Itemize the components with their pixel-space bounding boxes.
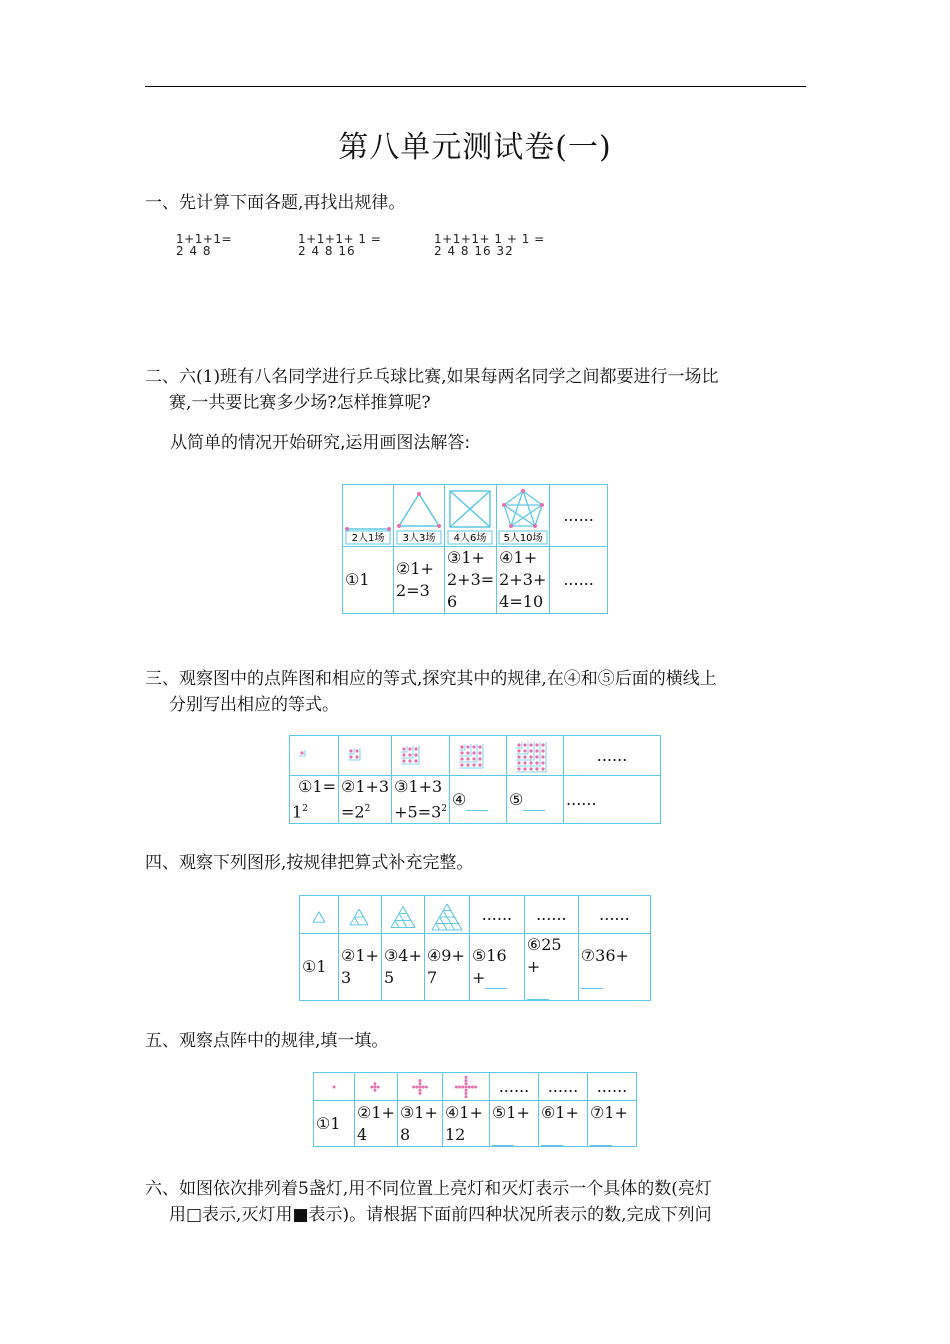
dot [464, 1085, 467, 1088]
q3-r2-c2-base: =2 [341, 802, 365, 822]
q1-expr-2-dens: 2 4 8 16 [298, 244, 356, 258]
q5-ellipsis-3: ...... [587, 1073, 636, 1101]
q3-r2-c4 [450, 776, 507, 824]
q2-r2-c3-l2: 2+3= [447, 570, 495, 589]
q3-r2-c1 [290, 776, 339, 824]
dot [422, 1085, 425, 1088]
q3-fig-5 [507, 736, 564, 776]
q5-r2-c2-l2: 4 [357, 1124, 368, 1144]
dot [529, 755, 532, 758]
q2-text [145, 364, 718, 416]
dot [464, 1082, 467, 1085]
q2-r2-c5: ...... [550, 547, 608, 614]
q5-ellipsis-2: ...... [538, 1073, 587, 1101]
q2-cap-4: 5人10场 [503, 532, 543, 544]
dot [374, 1082, 377, 1085]
dot [529, 761, 532, 764]
q4-fig-4 [424, 896, 469, 934]
dot [409, 759, 412, 762]
q2-r2-c3-l1: ③1+ [447, 548, 485, 567]
q1-text: 一、先计算下面各题,再找出规律。 [145, 193, 406, 213]
q5-ellipsis-1: ...... [489, 1073, 538, 1101]
q2-fig-2 [343, 485, 394, 547]
q2-cap-1: 2人1场 [351, 532, 385, 544]
q4-r2-c3 [381, 934, 424, 1001]
q5-fig-3 [397, 1073, 442, 1101]
q4-ellipsis-3: ...... [578, 896, 650, 934]
q5-answer-blank-6[interactable] [541, 1127, 563, 1146]
q3-r2-c1-base: 1 [292, 802, 303, 822]
dot [472, 745, 475, 748]
dot [523, 749, 526, 752]
q5-answer-blank-7[interactable] [590, 1127, 612, 1146]
dot [472, 757, 475, 760]
dot [472, 751, 475, 754]
dot [415, 1085, 418, 1088]
q4-r2-c4-l2: 7 [426, 968, 438, 987]
dot [461, 1085, 464, 1088]
q1-expr-3-dens: 2 4 8 16 32 [434, 244, 514, 258]
q1-expr-2 [298, 232, 381, 258]
dot [517, 761, 520, 764]
q5-r2-c3-l2: 8 [399, 1124, 411, 1144]
q5-r2-c5 [489, 1101, 538, 1147]
q1-expr-3-nums: 1+1+1+ 1 + 1 = [434, 232, 545, 246]
q5-r2-c3-l1: ③1+ [399, 1102, 438, 1122]
q4-table [299, 895, 651, 1001]
dot [403, 747, 406, 750]
grid-line [436, 923, 440, 930]
q5-r2-c7 [587, 1101, 636, 1147]
dot [403, 753, 406, 756]
q3-table [289, 735, 661, 824]
q4-r2-c4 [424, 934, 469, 1001]
dot [474, 1085, 477, 1088]
q5-fig-2 [355, 1073, 398, 1101]
dot [464, 1088, 467, 1091]
dot [478, 757, 481, 760]
q3-r2-c3-exp: 2 [441, 804, 448, 814]
dot [517, 749, 520, 752]
q3-r2-c3 [392, 776, 450, 824]
dot [466, 757, 469, 760]
dot [349, 749, 352, 752]
q5-fig-1 [314, 1073, 355, 1101]
dot [355, 755, 358, 758]
q3-r2-c3-l1: ③1+3 [394, 777, 443, 796]
q4-r2-c6 [524, 934, 578, 1001]
q3-answer-blank-4[interactable] [466, 792, 488, 811]
dot [300, 751, 303, 754]
dot [523, 743, 526, 746]
dot [466, 751, 469, 754]
dot [409, 753, 412, 756]
dot [374, 1088, 377, 1091]
q1-expr-1-dens: 2 4 8 [176, 244, 212, 258]
dot [478, 745, 481, 748]
q3-r2-c5-label: ⑤ [509, 789, 524, 809]
dot [529, 767, 532, 770]
q2-r2-c2-l2: 2=3 [396, 581, 430, 600]
q5-r2-c3 [397, 1101, 442, 1147]
q4-r2-c5-l2: + [471, 968, 486, 987]
dot [412, 1085, 415, 1088]
dot [478, 751, 481, 754]
dot [464, 1079, 467, 1082]
dot [523, 755, 526, 758]
dot [541, 749, 544, 752]
dot [418, 1091, 421, 1094]
q5-r2-c6 [538, 1101, 587, 1147]
q3-r2-c2-exp: 2 [364, 804, 371, 814]
dot [460, 751, 463, 754]
dot [377, 1085, 380, 1088]
q1-expr-1-nums: 1+1+1= [176, 232, 233, 246]
q4-ellipsis-1: ...... [469, 896, 524, 934]
dot [523, 761, 526, 764]
q4-r2-c2-l1: ②1+ [341, 946, 379, 965]
dot [458, 1085, 461, 1088]
q4-answer-blank-6[interactable] [527, 981, 549, 1000]
q2-r2-c1-text: ①1 [345, 570, 370, 589]
q4-r2-c5-l1: ⑤16 [471, 946, 507, 965]
q5-r2-c2-l1: ②1+ [357, 1102, 395, 1122]
dot [535, 755, 538, 758]
q5-fig-4 [442, 1073, 489, 1101]
q5-r2-c4 [442, 1101, 489, 1147]
q5-answer-blank-5[interactable] [492, 1127, 514, 1146]
dot [374, 1085, 377, 1088]
q2-r2-c4-l2: 2+3+ [499, 570, 547, 589]
q3-fig-1 [290, 736, 339, 776]
dot [349, 755, 352, 758]
q3-r2-c5 [507, 776, 564, 824]
dot [541, 743, 544, 746]
dot [418, 1082, 421, 1085]
dot [455, 1085, 458, 1088]
dot [541, 761, 544, 764]
grid-line [395, 920, 399, 927]
dot [529, 749, 532, 752]
dot [535, 761, 538, 764]
dot [541, 755, 544, 758]
dot [529, 743, 532, 746]
q1-expr-1 [176, 232, 232, 258]
grid-line [359, 917, 368, 925]
q3-r2-c1-exp: 2 [302, 804, 308, 814]
q6-text [145, 1176, 712, 1228]
dot [460, 763, 463, 766]
q6-line1: 六、如图依次排列着5盏灯,用不同位置上亮灯和灭灯表示一个具体的数(亮灯 [145, 1179, 712, 1199]
dot [541, 767, 544, 770]
q2-fig-5 [497, 485, 550, 547]
q3-text [145, 666, 717, 718]
dot [418, 1079, 421, 1082]
page-title: 第八单元测试卷(一) [338, 130, 612, 165]
q2-cap-3: 4人6场 [453, 532, 487, 544]
dot [415, 747, 418, 750]
dot [409, 747, 412, 750]
dot [468, 1085, 471, 1088]
dot [415, 759, 418, 762]
q3-r2-c3-base: +5=3 [394, 802, 442, 822]
dot [370, 1085, 373, 1088]
dot [333, 1085, 336, 1088]
q2-line2: 赛,一共要比赛多少场?怎样推算呢? [169, 393, 431, 413]
grid-line [319, 911, 325, 921]
q4-text: 四、观察下列图形,按规律把算式补充完整。 [145, 853, 474, 873]
q4-r2-c6-l2: + [526, 957, 541, 976]
q6-line2: 用□表示,灭灯用■表示)。请根据下面前四种状况所表示的数,完成下列问 [169, 1205, 712, 1225]
q3-r2-c2-l1: ②1+3 [341, 777, 390, 796]
q2-cap-2: 3人3场 [402, 532, 436, 544]
dot [472, 763, 475, 766]
q2-r2-c3-l3: 6 [447, 592, 458, 611]
q2-r2-c4-l3: 4=10 [499, 592, 544, 611]
q4-r2-c5 [469, 934, 524, 1001]
q5-text: 五、观察点阵中的规律,填一填。 [145, 1031, 389, 1051]
q3-answer-blank-5[interactable] [523, 792, 545, 811]
q3-ellipsis-top: ...... [564, 736, 661, 776]
dot [535, 743, 538, 746]
q5-r2-c2 [355, 1101, 398, 1147]
grid-line [313, 911, 319, 921]
dot [418, 1088, 421, 1091]
dot [517, 767, 520, 770]
dot [418, 1085, 421, 1088]
q5-r2-c4-l2: 12 [444, 1124, 466, 1144]
q2-r2-c2 [394, 547, 445, 614]
q4-fig-3 [381, 896, 424, 934]
q3-r2-c2 [339, 776, 392, 824]
dot [464, 1075, 467, 1078]
dot [523, 767, 526, 770]
grid-line [355, 917, 360, 925]
q4-r2-c2-l2: 3 [341, 968, 352, 987]
q2-r2-c3 [445, 547, 497, 614]
q2-table [342, 484, 608, 614]
q4-r2-c3-l2: 5 [383, 968, 395, 987]
dot [425, 1085, 428, 1088]
dot [460, 757, 463, 760]
dot [464, 1095, 467, 1098]
q5-r2-c5-l1: ⑤1+ [491, 1102, 530, 1122]
q3-r2-c1-l1: ①1= [298, 777, 336, 796]
q2-r2-c4-l1: ④1+ [499, 548, 538, 567]
q4-fig-1 [300, 896, 339, 934]
q5-r2-c7-l1: ⑦1+ [589, 1102, 628, 1122]
q4-r2-c4-l1: ④9+ [426, 946, 465, 965]
q5-r2-c6-l1: ⑥1+ [540, 1102, 579, 1122]
dot [355, 749, 358, 752]
dot [478, 763, 481, 766]
dot [466, 745, 469, 748]
dot [415, 753, 418, 756]
q4-ellipsis-2: ...... [524, 896, 578, 934]
dot [464, 1091, 467, 1094]
q4-r2-c2 [339, 934, 382, 1001]
q5-table [313, 1072, 637, 1147]
q1-expr-2-nums: 1+1+1+ 1 = [298, 232, 382, 246]
dot [471, 1085, 474, 1088]
q2-ellipsis-top: ...... [550, 485, 608, 547]
q1-expr-3 [434, 232, 545, 258]
q2-line1: 二、六(1)班有八名同学进行乒乓球比赛,如果每两名同学之间都要进行一场比 [145, 367, 719, 387]
q4-r2-c7 [578, 934, 650, 1001]
q4-answer-blank-7[interactable] [581, 970, 603, 989]
q3-line1: 三、观察图中的点阵图和相应的等式,探究其中的规律,在④和⑤后面的横线上 [145, 669, 717, 689]
q2-r2-c2-l1: ②1+ [396, 559, 434, 578]
dot [517, 743, 520, 746]
top-rule [145, 86, 806, 87]
q2-subtitle: 从简单的情况开始研究,运用画图法解答: [170, 433, 471, 453]
dot [403, 759, 406, 762]
q5-r2-c4-l1: ④1+ [444, 1102, 483, 1122]
q3-line2: 分别写出相应的等式。 [169, 695, 339, 715]
q3-fig-3 [392, 736, 450, 776]
dot [517, 755, 520, 758]
q3-fig-4 [450, 736, 507, 776]
dot [535, 767, 538, 770]
q4-answer-blank-5[interactable] [485, 970, 507, 989]
q2-fig-4 [445, 485, 497, 547]
q4-r2-c3-l1: ③4+ [383, 946, 422, 965]
q3-fig-2 [339, 736, 392, 776]
q3-r2-c4-label: ④ [452, 789, 467, 809]
q4-r2-c7-l1: ⑦36+ [580, 946, 629, 965]
q3-r2-c6: ...... [564, 776, 661, 824]
q2-fig-3 [394, 485, 445, 547]
dot [535, 749, 538, 752]
q4-r2-c6-l1: ⑥25 [526, 935, 562, 954]
dot [460, 745, 463, 748]
q5-r2-c1: ①1 [314, 1101, 355, 1147]
q2-r2-c4 [497, 547, 550, 614]
q4-fig-2 [339, 896, 382, 934]
q4-r2-c1: ①1 [300, 934, 339, 1001]
dot [466, 763, 469, 766]
q2-r2-c1 [343, 547, 394, 614]
